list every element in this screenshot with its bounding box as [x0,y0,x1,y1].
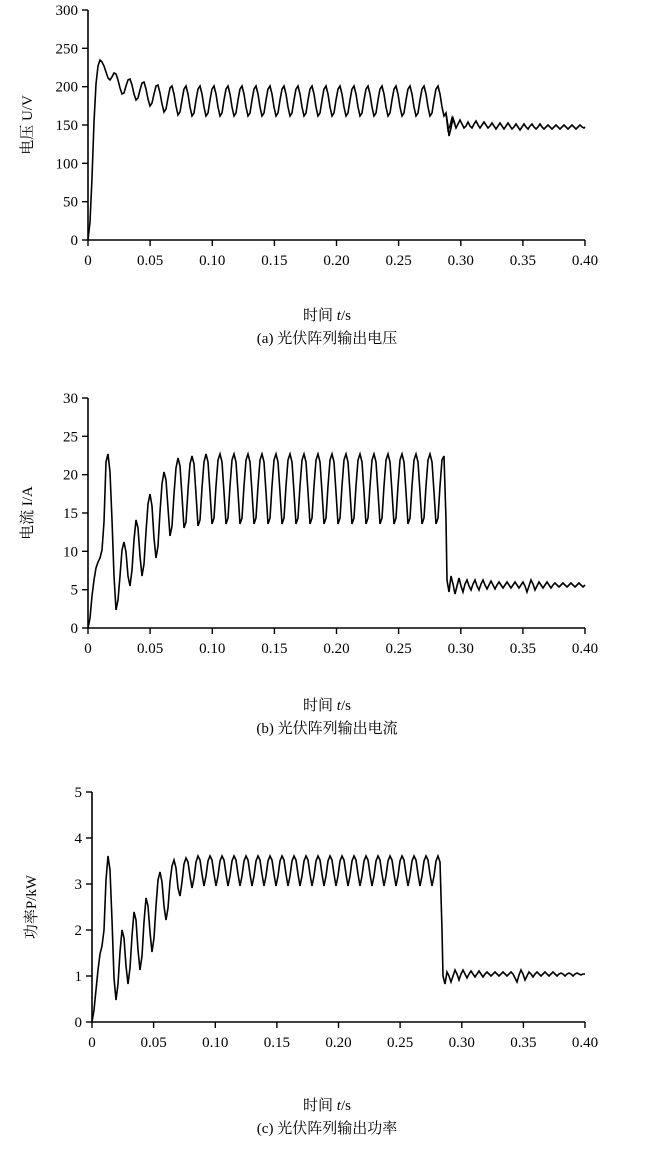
x-tick-label: 0.35 [509,253,537,269]
y-tick-label: 200 [55,79,78,96]
y-ticks-b [82,398,88,628]
x-tick-label: 0.20 [323,641,350,657]
y-tick-label: 20 [63,467,78,484]
x-tick-label: 0.10 [199,253,226,269]
x-axis-title-c-var: t [336,1098,341,1114]
y-tick-label: 1 [74,969,82,985]
x-tick-label: 0.30 [448,1035,475,1051]
x-tick-label: 0 [88,1035,96,1051]
x-axis-title-a-var: t [336,308,341,324]
x-tick-label: 0.10 [199,641,226,657]
x-tick-label: 0.30 [447,641,474,657]
figure-c [0,770,654,1174]
x-axis-title-a-cn: 时间 [303,308,337,324]
y-tick-label: 5 [70,582,78,599]
x-tick-label: 0 [84,641,92,657]
y-ticklabels-c [75,785,83,1031]
x-tick-label: 0.25 [385,641,412,657]
x-ticks-c [92,1022,585,1028]
x-ticklabels-b [84,641,598,657]
x-tick-label: 0.05 [136,253,164,269]
x-axis-title-c-unit: /s [340,1098,351,1114]
y-tick-label: 250 [55,41,78,58]
y-tick-label: 0 [70,233,78,249]
x-axis-title-a [0,304,654,325]
y-axis-title-a: 电压 U/V [20,95,36,155]
y-tick-label: 4 [74,831,82,847]
chart-a-svg [0,0,654,300]
caption-b: (b) 光伏阵列输出电流 [256,721,398,737]
x-tick-label: 0.25 [385,253,412,269]
figure-b [0,380,654,770]
chart-b-svg [0,380,654,690]
y-tick-label: 30 [63,391,78,407]
y-tick-label: 50 [63,194,78,211]
caption-c: (c) 光伏阵列输出功率 [256,1121,398,1137]
y-tick-label: 300 [55,3,78,19]
y-ticks-a [82,10,88,240]
chart-c-svg [0,770,654,1090]
plot-b-wrapper [0,380,654,715]
x-tick-label: 0.05 [136,641,164,657]
x-ticklabels-c [88,1035,598,1051]
y-tick-label: 10 [63,544,78,561]
x-ticks-a [88,240,585,246]
y-ticklabels-a [56,3,79,249]
x-tick-label: 0.40 [571,641,599,657]
x-tick-label: 0.15 [263,1035,291,1051]
y-tick-label: 25 [63,429,78,446]
x-axis-title-c [0,1094,654,1115]
y-axis-title-c: 功率P/kW [24,874,40,940]
x-tick-label: 0.15 [261,641,288,657]
x-tick-label: 0.20 [323,253,350,269]
figure-a [0,0,654,380]
x-tick-label: 0.35 [510,1035,537,1051]
x-axis-title-b-unit: /s [340,698,351,714]
y-tick-label: 150 [55,118,78,134]
voltage-curve [88,60,585,240]
y-tick-label: 15 [63,506,78,522]
x-tick-label: 0.05 [140,1035,167,1051]
y-ticklabels-b [63,391,78,637]
x-tick-label: 0.40 [571,253,599,269]
x-ticklabels-a [84,253,598,269]
current-curve [88,454,585,628]
x-tick-label: 0.20 [325,1035,352,1051]
x-tick-label: 0.40 [571,1035,599,1051]
y-axis-title-b: 电流 I/A [20,486,36,540]
x-axis-title-b-var: t [336,698,341,714]
x-axis-title-a-unit: /s [340,308,351,324]
x-axis-title-b [0,694,654,715]
y-tick-label: 0 [70,621,78,637]
caption-a: (a) 光伏阵列输出电压 [256,331,398,347]
plot-a-wrapper [0,0,654,325]
power-curve [92,856,585,1022]
y-tick-label: 0 [74,1015,82,1031]
plot-c-wrapper [0,770,654,1115]
x-tick-label: 0.35 [509,641,537,657]
y-tick-label: 5 [74,785,82,801]
x-axis-title-b-cn: 时间 [303,698,337,714]
x-tick-label: 0.30 [447,253,474,269]
x-tick-label: 0.15 [261,253,288,269]
y-ticks-c [86,792,92,1022]
x-axis-title-c-cn: 时间 [303,1098,337,1114]
y-tick-label: 3 [74,877,82,893]
x-tick-label: 0 [84,253,92,269]
y-tick-label: 100 [55,156,78,173]
x-ticks-b [88,628,585,634]
x-tick-label: 0.25 [386,1035,414,1051]
y-tick-label: 2 [74,923,82,939]
x-tick-label: 0.10 [202,1035,229,1051]
